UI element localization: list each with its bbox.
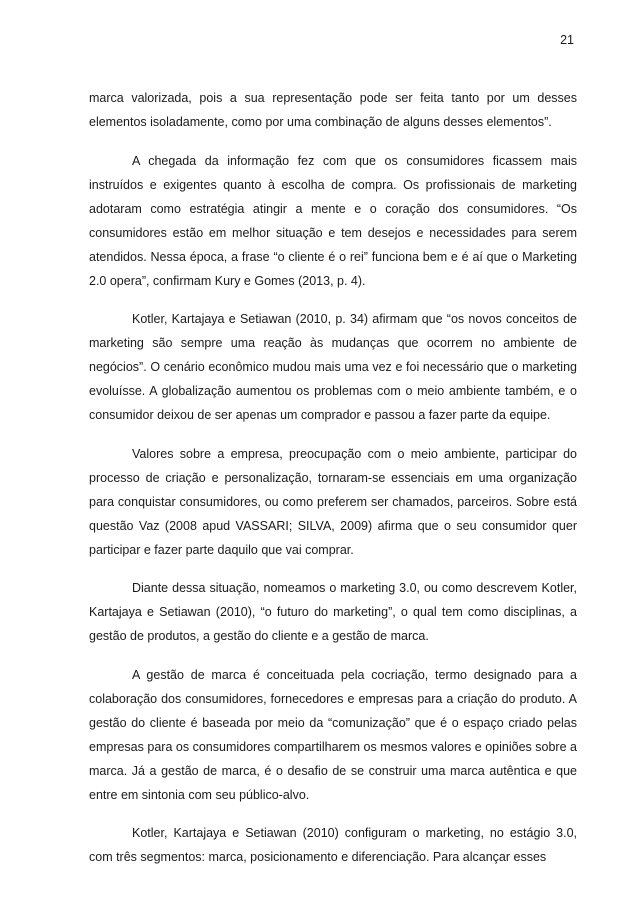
paragraph-2: A chegada da informação fez com que os consumidores ficassem mais instruídos e exigentes quanto à escolha de compra. Os profissionais de marketing adotaram como estratégia atingir a mente e o coração dos consumidores. “Os consumidores estão em melhor situação e tem desejos e necessidades para serem atendidos. Nessa época, a frase “o cliente é o rei” funciona bem e é aí que o Marketing 2.0 opera”, confirmam Kury e Gomes (2013, p. 4).	[89, 153, 577, 288]
paragraph-3: Kotler, Kartajaya e Setiawan (2010, p. 34) afirmam que “os novos conceitos de marketing são sempre uma reação às mudanças que ocorrem no ambiente de negócios”. O cenário econômico mudou mais uma vez e foi necessário que o marketing evoluísse. A globalização aumentou os problemas com o meio ambiente também, e o consumidor deixou de ser apenas um comprador e passou a fazer parte da equipe.	[89, 312, 577, 422]
paragraph-4: Valores sobre a empresa, preocupação com o meio ambiente, participar do processo de criação e personalização, tornaram-se essenciais em uma organização para conquistar consumidores, ou como preferem ser chamados, parceiros. Sobre está questão Vaz (2008 apud VASSARI; SILVA, 2009) afirma que o seu consumidor quer participar e fazer parte daquilo que vai comprar.	[89, 446, 577, 557]
page-number: 21	[560, 33, 574, 47]
paragraph-7: Kotler, Kartajaya e Setiawan (2010) configuram o marketing, no estágio 3.0, com três segmentos: marca, posicionamento e diferenciação. Para alcançar esses	[89, 826, 577, 864]
paragraph-6: A gestão de marca é conceituada pela cocriação, termo designado para a colaboração dos consumidores, fornecedores e empresas para a criação do produto. A gestão do cliente é baseada por meio da “comunização” que é o espaço criado pelas empresas para os consumidores compartilharem os mesmos valores e opiniões sobre a marca. Já a gestão de marca, é o desafio de se construir uma marca autêntica e que entre em sintonia com seu público-alvo.	[89, 667, 577, 802]
paragraph-5: Diante dessa situação, nomeamos o marketing 3.0, ou como descrevem Kotler, Kartajaya e Setiawan (2010), “o futuro do marketing”, o qual tem como disciplinas, a gestão de produtos, a gestão do cliente e a gestão de marca.	[89, 581, 577, 643]
body-text	[89, 86, 577, 884]
paragraph-1: marca valorizada, pois a sua representação pode ser feita tanto por um desses elementos isoladamente, como por uma combinação de alguns desses elementos”.	[89, 91, 577, 129]
